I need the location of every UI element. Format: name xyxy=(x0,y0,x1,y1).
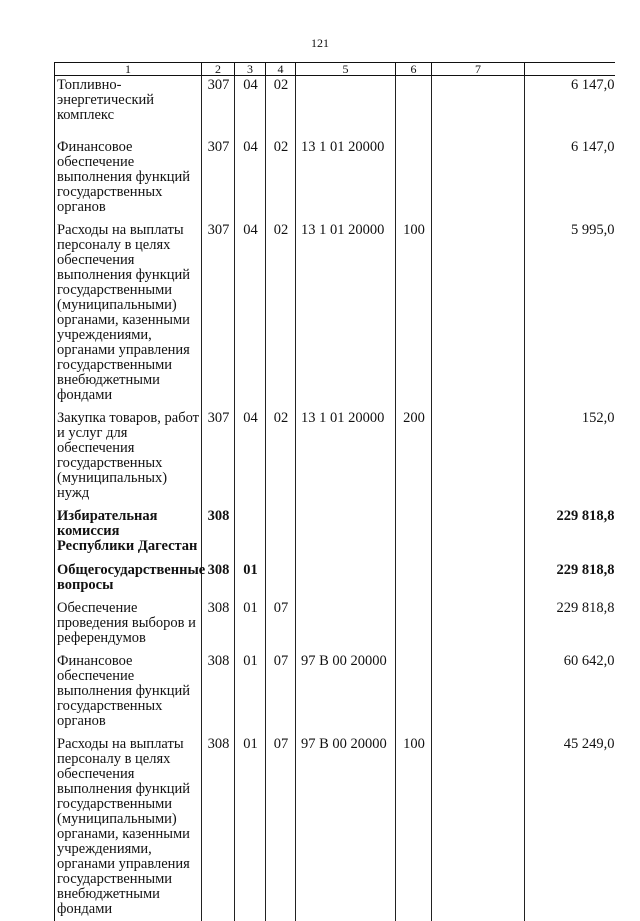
page-number: 121 xyxy=(311,36,329,50)
ved-code: 307 xyxy=(202,403,235,501)
column-header: 3 xyxy=(235,63,266,76)
target-article-code xyxy=(296,593,396,646)
section-code: 01 xyxy=(235,555,266,593)
header-row xyxy=(55,63,615,76)
expense-type-code xyxy=(396,76,432,132)
column-7-value xyxy=(432,729,525,921)
column-header: 6 xyxy=(396,63,432,76)
column-7-value xyxy=(432,501,525,555)
table-row xyxy=(55,555,615,593)
ved-code: 308 xyxy=(202,593,235,646)
amount: 6 147,0 xyxy=(525,132,615,215)
ved-code: 307 xyxy=(202,76,235,132)
amount: 152,0 xyxy=(525,403,615,501)
expense-type-code xyxy=(396,593,432,646)
row-name: Избирательная комиссия Республики Дагестан xyxy=(55,501,202,555)
ved-code: 308 xyxy=(202,646,235,729)
row-name: Финансовое обеспечение выполнения функций государственных органов xyxy=(55,132,202,215)
column-header: 4 xyxy=(266,63,296,76)
table-row xyxy=(55,132,615,215)
section-code xyxy=(235,501,266,555)
amount: 6 147,0 xyxy=(525,76,615,132)
budget-table xyxy=(54,62,615,921)
row-name: Общегосударственные вопросы xyxy=(55,555,202,593)
ved-code: 308 xyxy=(202,729,235,921)
column-header: 5 xyxy=(296,63,396,76)
column-7-value xyxy=(432,215,525,403)
section-code: 04 xyxy=(235,403,266,501)
table-row xyxy=(55,729,615,921)
subsection-code: 02 xyxy=(266,132,296,215)
expense-type-code xyxy=(396,501,432,555)
column-7-value xyxy=(432,646,525,729)
section-code: 01 xyxy=(235,646,266,729)
section-code: 01 xyxy=(235,729,266,921)
row-name: Расходы на выплаты персоналу в целях обеспечения выполнения функций государственными (муниципальными) органами, казенными учреждениями, органами управления государственными внебюджетными фондами xyxy=(55,215,202,403)
subsection-code: 07 xyxy=(266,593,296,646)
subsection-code: 07 xyxy=(266,646,296,729)
table-body xyxy=(55,76,615,921)
subsection-code: 02 xyxy=(266,403,296,501)
expense-type-code: 100 xyxy=(396,729,432,921)
column-7-value xyxy=(432,555,525,593)
amount: 229 818,8 xyxy=(525,555,615,593)
table-row xyxy=(55,76,615,132)
column-header xyxy=(525,63,615,76)
table-row xyxy=(55,593,615,646)
target-article-code: 13 1 01 20000 xyxy=(296,403,396,501)
row-name: Топливно-энергетический комплекс xyxy=(55,76,202,132)
ved-code: 308 xyxy=(202,501,235,555)
target-article-code: 97 В 00 20000 xyxy=(296,729,396,921)
expense-type-code xyxy=(396,555,432,593)
amount: 229 818,8 xyxy=(525,501,615,555)
row-name: Обеспечение проведения выборов и референдумов xyxy=(55,593,202,646)
column-7-value xyxy=(432,132,525,215)
table-row xyxy=(55,646,615,729)
row-name: Закупка товаров, работ и услуг для обеспечения государственных (муниципальных) нужд xyxy=(55,403,202,501)
table-row xyxy=(55,501,615,555)
table-row xyxy=(55,215,615,403)
target-article-code: 13 1 01 20000 xyxy=(296,215,396,403)
column-7-value xyxy=(432,76,525,132)
column-header: 1 xyxy=(55,63,202,76)
column-header: 2 xyxy=(202,63,235,76)
row-name: Расходы на выплаты персоналу в целях обеспечения выполнения функций государственными (муниципальными) органами, казенными учреждениями, органами управления государственными внебюджетными фондами xyxy=(55,729,202,921)
section-code: 04 xyxy=(235,215,266,403)
row-name: Финансовое обеспечение выполнения функций государственных органов xyxy=(55,646,202,729)
target-article-code xyxy=(296,501,396,555)
amount: 45 249,0 xyxy=(525,729,615,921)
column-7-value xyxy=(432,403,525,501)
ved-code: 307 xyxy=(202,132,235,215)
amount: 5 995,0 xyxy=(525,215,615,403)
subsection-code xyxy=(266,501,296,555)
section-code: 04 xyxy=(235,132,266,215)
target-article-code: 97 В 00 20000 xyxy=(296,646,396,729)
expense-type-code: 100 xyxy=(396,215,432,403)
amount: 229 818,8 xyxy=(525,593,615,646)
table-row xyxy=(55,403,615,501)
ved-code: 307 xyxy=(202,215,235,403)
subsection-code: 02 xyxy=(266,215,296,403)
subsection-code xyxy=(266,555,296,593)
expense-type-code: 200 xyxy=(396,403,432,501)
target-article-code: 13 1 01 20000 xyxy=(296,132,396,215)
column-header: 7 xyxy=(432,63,525,76)
section-code: 01 xyxy=(235,593,266,646)
target-article-code xyxy=(296,76,396,132)
amount: 60 642,0 xyxy=(525,646,615,729)
target-article-code xyxy=(296,555,396,593)
expense-type-code xyxy=(396,132,432,215)
subsection-code: 02 xyxy=(266,76,296,132)
expense-type-code xyxy=(396,646,432,729)
column-7-value xyxy=(432,593,525,646)
subsection-code: 07 xyxy=(266,729,296,921)
ved-code: 308 xyxy=(202,555,235,593)
section-code: 04 xyxy=(235,76,266,132)
